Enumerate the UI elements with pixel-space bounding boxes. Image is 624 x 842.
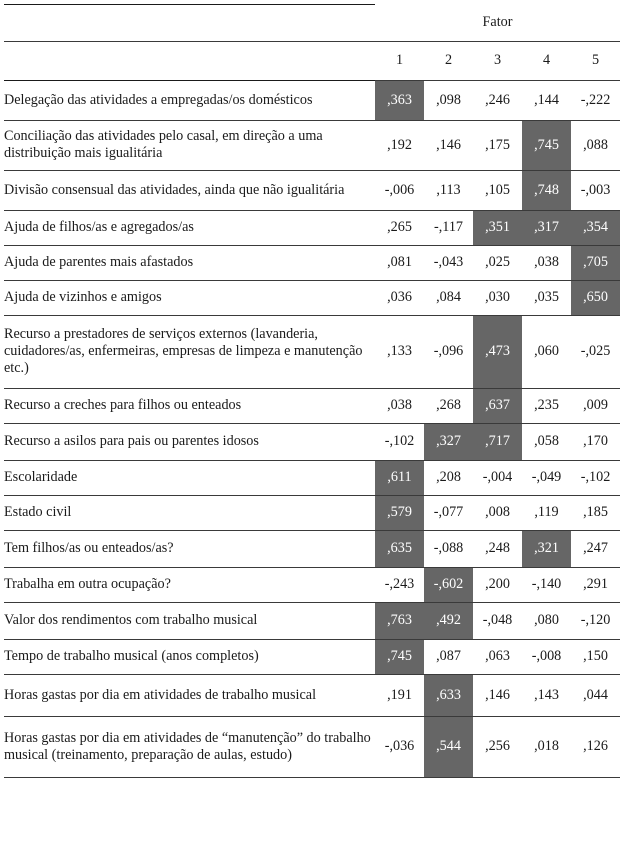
loading-cell-factor-5: ,088 <box>571 120 620 170</box>
header-row-group <box>4 5 620 42</box>
table-row <box>4 245 620 280</box>
loading-cell-factor-4: ,144 <box>522 80 571 120</box>
loading-cell-factor-3: ,256 <box>473 716 522 777</box>
loading-cell-factor-4: ,035 <box>522 280 571 315</box>
factor-2-header: 2 <box>424 41 473 80</box>
row-label: Recurso a creches para filhos ou enteados <box>4 388 375 423</box>
loading-cell-factor-3: ,473 <box>473 315 522 388</box>
row-label: Recurso a prestadores de serviços externos (lavanderia, cuidadores/as, enfermeiras, empresas de limpeza e manutenção etc.) <box>4 315 375 388</box>
loading-cell-factor-4: ,235 <box>522 388 571 423</box>
loading-cell-factor-2: ,208 <box>424 460 473 495</box>
loading-cell-factor-1: ,763 <box>375 602 424 639</box>
loading-cell-factor-4: ,080 <box>522 602 571 639</box>
loading-cell-factor-1: -,036 <box>375 716 424 777</box>
table-row <box>4 210 620 245</box>
table-row <box>4 716 620 777</box>
header-corner <box>4 5 375 42</box>
loading-cell-factor-5: ,044 <box>571 674 620 716</box>
loading-cell-factor-2: ,633 <box>424 674 473 716</box>
row-label: Estado civil <box>4 495 375 530</box>
loading-cell-factor-5: ,354 <box>571 210 620 245</box>
row-label: Escolaridade <box>4 460 375 495</box>
header-corner-lower <box>4 41 375 80</box>
loading-cell-factor-3: ,200 <box>473 567 522 602</box>
loading-cell-factor-3: ,351 <box>473 210 522 245</box>
table-row <box>4 80 620 120</box>
loading-cell-factor-4: ,119 <box>522 495 571 530</box>
row-label: Delegação das atividades a empregadas/os domésticos <box>4 80 375 120</box>
factor-group-header: Fator <box>375 5 620 42</box>
loading-cell-factor-3: ,105 <box>473 170 522 210</box>
loading-cell-factor-3: ,030 <box>473 280 522 315</box>
loading-cell-factor-1: ,133 <box>375 315 424 388</box>
loading-cell-factor-3: ,717 <box>473 423 522 460</box>
loading-cell-factor-1: -,243 <box>375 567 424 602</box>
loading-cell-factor-1: ,036 <box>375 280 424 315</box>
loading-cell-factor-2: ,327 <box>424 423 473 460</box>
loading-cell-factor-1: -,006 <box>375 170 424 210</box>
loading-cell-factor-1: ,363 <box>375 80 424 120</box>
loading-cell-factor-5: ,009 <box>571 388 620 423</box>
loading-cell-factor-1: ,192 <box>375 120 424 170</box>
loading-cell-factor-5: ,150 <box>571 639 620 674</box>
row-label: Horas gastas por dia em atividades de “manutenção” do trabalho musical (treinamento, preparação de aulas, estudo) <box>4 716 375 777</box>
loading-cell-factor-4: ,058 <box>522 423 571 460</box>
factor-5-header: 5 <box>571 41 620 80</box>
loading-cell-factor-2: -,602 <box>424 567 473 602</box>
row-label: Ajuda de filhos/as e agregados/as <box>4 210 375 245</box>
loading-cell-factor-5: -,003 <box>571 170 620 210</box>
factor-loadings-table <box>4 4 620 778</box>
table-row <box>4 602 620 639</box>
loading-cell-factor-3: -,004 <box>473 460 522 495</box>
loading-cell-factor-4: ,317 <box>522 210 571 245</box>
loading-cell-factor-4: -,049 <box>522 460 571 495</box>
loading-cell-factor-4: ,018 <box>522 716 571 777</box>
loading-cell-factor-3: ,637 <box>473 388 522 423</box>
loading-cell-factor-1: ,745 <box>375 639 424 674</box>
loading-cell-factor-5: ,650 <box>571 280 620 315</box>
loading-cell-factor-3: ,248 <box>473 530 522 567</box>
row-label: Ajuda de parentes mais afastados <box>4 245 375 280</box>
loading-cell-factor-2: -,088 <box>424 530 473 567</box>
loading-cell-factor-4: ,748 <box>522 170 571 210</box>
loading-cell-factor-1: ,265 <box>375 210 424 245</box>
loading-cell-factor-5: ,705 <box>571 245 620 280</box>
row-label: Conciliação das atividades pelo casal, em direção a uma distribuição mais igualitária <box>4 120 375 170</box>
factor-4-header: 4 <box>522 41 571 80</box>
factor-3-header: 3 <box>473 41 522 80</box>
loading-cell-factor-2: ,544 <box>424 716 473 777</box>
loading-cell-factor-5: -,120 <box>571 602 620 639</box>
loading-cell-factor-1: ,635 <box>375 530 424 567</box>
loading-cell-factor-4: ,038 <box>522 245 571 280</box>
loading-cell-factor-4: -,140 <box>522 567 571 602</box>
loading-cell-factor-4: ,321 <box>522 530 571 567</box>
loading-cell-factor-1: -,102 <box>375 423 424 460</box>
loading-cell-factor-3: ,146 <box>473 674 522 716</box>
table-row <box>4 170 620 210</box>
factor-1-header: 1 <box>375 41 424 80</box>
row-label: Trabalha em outra ocupação? <box>4 567 375 602</box>
table-row <box>4 460 620 495</box>
loading-cell-factor-4: ,143 <box>522 674 571 716</box>
loading-cell-factor-3: ,025 <box>473 245 522 280</box>
loading-cell-factor-5: ,291 <box>571 567 620 602</box>
table-row <box>4 674 620 716</box>
row-label: Horas gastas por dia em atividades de trabalho musical <box>4 674 375 716</box>
loading-cell-factor-3: ,063 <box>473 639 522 674</box>
table-row <box>4 530 620 567</box>
table-row <box>4 280 620 315</box>
row-label: Divisão consensual das atividades, ainda que não igualitária <box>4 170 375 210</box>
loading-cell-factor-2: ,113 <box>424 170 473 210</box>
loading-cell-factor-5: -,222 <box>571 80 620 120</box>
loading-cell-factor-2: -,117 <box>424 210 473 245</box>
loading-cell-factor-2: -,096 <box>424 315 473 388</box>
loading-cell-factor-1: ,191 <box>375 674 424 716</box>
loading-cell-factor-4: ,745 <box>522 120 571 170</box>
row-label: Recurso a asilos para pais ou parentes idosos <box>4 423 375 460</box>
loading-cell-factor-5: -,025 <box>571 315 620 388</box>
table-row <box>4 315 620 388</box>
loading-cell-factor-2: ,087 <box>424 639 473 674</box>
loading-cell-factor-1: ,038 <box>375 388 424 423</box>
loading-cell-factor-1: ,579 <box>375 495 424 530</box>
row-label: Ajuda de vizinhos e amigos <box>4 280 375 315</box>
loading-cell-factor-2: ,492 <box>424 602 473 639</box>
loading-cell-factor-5: ,170 <box>571 423 620 460</box>
loading-cell-factor-2: ,146 <box>424 120 473 170</box>
loading-cell-factor-1: ,081 <box>375 245 424 280</box>
loading-cell-factor-3: ,246 <box>473 80 522 120</box>
table-body <box>4 80 620 777</box>
loading-cell-factor-2: ,268 <box>424 388 473 423</box>
loading-cell-factor-1: ,611 <box>375 460 424 495</box>
loading-cell-factor-4: ,060 <box>522 315 571 388</box>
loading-cell-factor-3: ,008 <box>473 495 522 530</box>
loading-cell-factor-5: ,185 <box>571 495 620 530</box>
row-label: Tempo de trabalho musical (anos completos) <box>4 639 375 674</box>
loading-cell-factor-4: -,008 <box>522 639 571 674</box>
loading-cell-factor-5: ,247 <box>571 530 620 567</box>
loading-cell-factor-2: ,098 <box>424 80 473 120</box>
table-row <box>4 567 620 602</box>
loading-cell-factor-5: ,126 <box>571 716 620 777</box>
table-row <box>4 423 620 460</box>
header-row-numbers <box>4 41 620 80</box>
loading-cell-factor-2: -,077 <box>424 495 473 530</box>
loading-cell-factor-3: -,048 <box>473 602 522 639</box>
table-row <box>4 120 620 170</box>
loading-cell-factor-3: ,175 <box>473 120 522 170</box>
table-row <box>4 639 620 674</box>
loading-cell-factor-5: -,102 <box>571 460 620 495</box>
table-row <box>4 495 620 530</box>
row-label: Tem filhos/as ou enteados/as? <box>4 530 375 567</box>
loading-cell-factor-2: -,043 <box>424 245 473 280</box>
row-label: Valor dos rendimentos com trabalho musical <box>4 602 375 639</box>
table-row <box>4 388 620 423</box>
loading-cell-factor-2: ,084 <box>424 280 473 315</box>
